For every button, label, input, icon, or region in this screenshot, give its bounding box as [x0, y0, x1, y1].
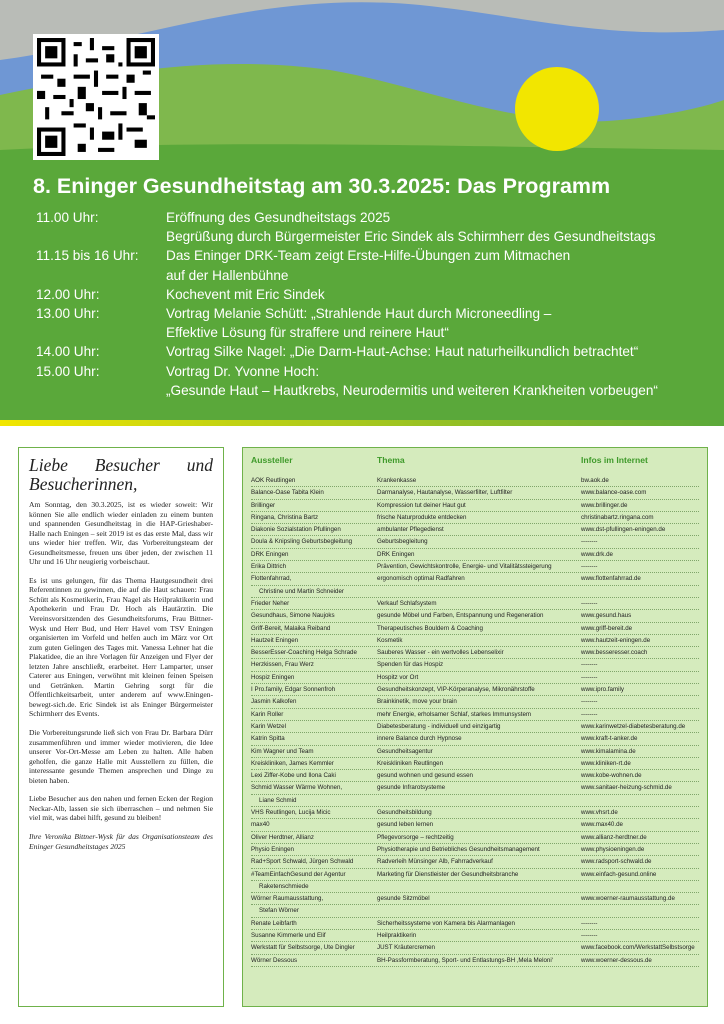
exhibitor-name: AOK Reutlingen — [251, 477, 296, 484]
exhibitor-website[interactable]: www.kimalamina.de — [581, 747, 636, 755]
exhibitor-name: Werkstatt für Selbstsorge, Ute Dingler — [251, 944, 355, 952]
exhibitor-name: Rad+Sport Schwald, Jürgen Schwald — [251, 858, 354, 866]
exhibitor-website[interactable]: www.woerner-dessous.de — [581, 956, 652, 964]
exhibitor-topic: ambulanter Pflegedienst — [377, 526, 444, 534]
table-row — [251, 758, 699, 770]
exhibitor-name: Hautzeit Eningen — [251, 636, 299, 644]
exhibitor-topic: Darmanalyse, Hautanalyse, Wasserfilter, Luftfilter — [377, 489, 513, 497]
exhibitor-name: Diakonie Sozialstation Pfullingen — [251, 526, 341, 534]
exhibitor-topic — [377, 881, 581, 892]
table-row — [251, 512, 699, 524]
table-row — [251, 635, 699, 647]
exhibitor-name: VHS Reutlingen, Lucija Micic — [251, 809, 331, 817]
schedule-time — [36, 227, 166, 246]
exhibitor-topic: Pflegevorsorge – rechtzeitig — [377, 833, 454, 841]
exhibitor-topic: Spenden für das Hospiz — [377, 661, 444, 669]
table-row — [251, 672, 699, 684]
exhibitor-name: Hospiz Eningen — [251, 673, 295, 681]
exhibitor-website[interactable]: www.karinwetzel-diabetesberatung.de — [581, 722, 686, 730]
exhibitor-topic: gesunde Möbel und Farben, Entspannung und Regeneration — [377, 612, 544, 620]
table-row — [251, 475, 699, 487]
exhibitor-website — [581, 881, 699, 892]
exhibitor-name: #TeamEinfachGesund der Agentur — [251, 870, 346, 878]
exhibitor-topic: Therapeutisches Bouldern & Coaching — [377, 624, 483, 632]
exhibitor-name: I Pro.family, Edgar Sonnenfroh — [251, 686, 336, 694]
exhibitor-name: Kim Wagner und Team — [251, 747, 314, 755]
exhibitor-name: Schmid Wasser Wärme Wohnen, — [251, 784, 343, 792]
schedule-row — [36, 362, 706, 381]
exhibitor-website[interactable]: www.sanitaer-heizung-schmid.de — [581, 784, 672, 792]
header-topic: Thema — [377, 455, 405, 465]
table-row — [251, 524, 699, 536]
exhibitor-name: Gesundhaus, Simone Naujoks — [251, 612, 335, 620]
schedule-time: 11.00 Uhr: — [36, 210, 99, 225]
exhibitor-topic: BH-Passformberatung, Sport- und Entlastungs-BH ‚Mela Meloni‘ — [377, 956, 554, 964]
exhibitor-name: Erika Dittrich — [251, 563, 287, 571]
table-row — [251, 905, 699, 917]
table-row — [251, 807, 699, 819]
table-row — [251, 782, 699, 794]
exhibitor-topic: gesunde Sitzmöbel — [377, 895, 430, 903]
exhibitor-name: Herzkissen, Frau Werz — [251, 661, 314, 669]
exhibitor-website: -------- — [581, 538, 598, 546]
exhibitor-topic: innere Balance durch Hypnose — [377, 735, 462, 743]
exhibitor-topic: Sauberes Wasser - ein wertvolles Lebenselixir — [377, 649, 504, 657]
letter-paragraph: Die Vorbereitungsrunde ließ sich von Frau Dr. Barbara Dürr zusammenführen und immer wieder motivieren, die Idee unserer Vor-Ort-Messe am Leben zu halten. Alle haben geholfen, die ganze Halle mit Ausstellern zu füllen, die interessante gesunde Themen ansprechen und Dinge zu bieten haben. — [29, 728, 213, 785]
schedule-time: 11.15 bis 16 Uhr: — [36, 248, 139, 264]
exhibitor-website[interactable]: www.gesund.haus — [581, 612, 632, 620]
exhibitor-topic: Gesundheitsbildung — [377, 809, 432, 817]
schedule-description: Vortrag Melanie Schütt: „Strahlende Haut durch Microneedling – — [166, 306, 552, 322]
schedule-row — [36, 323, 706, 342]
exhibitor-topic: Kreiskliniken Reutlingen — [377, 759, 444, 767]
letter-heading-line2: Besucherinnen, — [29, 474, 138, 494]
exhibitor-name: Brillinger — [251, 501, 276, 509]
table-row — [251, 955, 699, 967]
table-row — [251, 610, 699, 622]
exhibitor-website[interactable]: www.brillinger.de — [581, 501, 628, 509]
exhibitor-website: -------- — [581, 710, 598, 718]
exhibitor-topic — [377, 795, 581, 806]
exhibitor-table — [242, 447, 708, 1007]
table-row — [251, 573, 699, 585]
schedule-description: auf der Hallenbühne — [166, 267, 289, 283]
exhibitor-topic: mehr Energie, erholsamer Schlaf, starkes Immunsystem — [377, 710, 532, 718]
exhibitor-name: Ringana, Christina Bartz — [251, 513, 319, 521]
schedule-description: Das Eninger DRK-Team zeigt Erste-Hilfe-Übungen zum Mitmachen — [166, 248, 571, 264]
schedule-row — [36, 266, 706, 285]
exhibitor-website — [581, 795, 699, 806]
table-row — [251, 918, 699, 930]
schedule-time: 15.00 Uhr: — [36, 363, 100, 379]
exhibitor-topic: Physiotherapie und Betriebliches Gesundheitsmanagement — [377, 845, 540, 853]
schedule-time: 13.00 Uhr: — [36, 306, 100, 322]
letter-heading-line1: Liebe Besucher und — [29, 455, 213, 475]
table-row — [251, 856, 699, 868]
exhibitor-website: -------- — [581, 661, 598, 669]
table-row — [251, 869, 699, 881]
exhibitor-website[interactable]: www.einfach-gesund.online — [581, 870, 657, 878]
schedule-row — [36, 246, 706, 265]
exhibitor-website — [581, 905, 699, 916]
exhibitor-name: Christine und Martin Schneider — [259, 587, 344, 595]
schedule-time — [36, 266, 166, 285]
exhibitor-topic: Geburtsbegleitung — [377, 538, 428, 546]
exhibitor-name: Renate Leibfarth — [251, 919, 297, 927]
schedule-description: Begrüßung durch Bürgermeister Eric Sindek als Schirmherr des Gesundheitstags — [166, 229, 656, 245]
exhibitor-name: DRK Eningen — [251, 550, 289, 558]
letter-paragraph: Liebe Besucher aus den nahen und fernen Ecken der Region Neckar-Alb, lassen sie sich überraschen – und nehmen Sie viel mit, was dabei hilft, gesund zu bleiben! — [29, 794, 213, 823]
table-row — [251, 795, 699, 807]
exhibitor-name: Susanne Kimmerle und Elif — [251, 931, 326, 939]
header-exhibitor: Aussteller — [251, 455, 293, 465]
letter-paragraph: Am Sonntag, den 30.3.2025, ist es wieder soweit: Wir können Sie alle endlich wieder einladen zu einem bunten und spannenden Gesundheitstag in die HAP-Grieshaber-Halle nach Eningen – seit 2019 ist es das erste Mal, dass wir uns wieder hier treffen. Wir, das Vorbereitungsteam der Gesundheitsmesse, freuen uns über jeden, der zwischen 11 Uhr und 16 Uhr neugierig vorbeischaut. — [29, 500, 213, 567]
table-row — [251, 733, 699, 745]
exhibitor-website[interactable]: www.vhsrt.de — [581, 809, 618, 817]
exhibitor-topic: Kosmetik — [377, 636, 403, 644]
schedule-description: Kochevent mit Eric Sindek — [166, 286, 325, 302]
exhibitor-website: -------- — [581, 673, 598, 681]
exhibitor-topic: Kompression tut deiner Haut gut — [377, 501, 466, 509]
exhibitor-website[interactable]: www.hautzeit-eningen.de — [581, 636, 651, 644]
table-row — [251, 561, 699, 573]
schedule-row — [36, 381, 706, 400]
exhibitor-website[interactable]: www.allianz-herdtner.de — [581, 833, 647, 841]
schedule-row — [36, 227, 706, 246]
exhibitor-name: Karin Roller — [251, 710, 284, 718]
exhibitor-website[interactable]: bw.aok.de — [581, 477, 609, 484]
table-row — [251, 696, 699, 708]
exhibitor-topic: Gesundheitskonzept, VIP-Körperanalyse, Mikronährstoffe — [377, 686, 535, 694]
exhibitor-name: Doula & Knipsling Geburtsbegleitung — [251, 538, 353, 546]
exhibitor-website[interactable]: www.radsport-schwald.de — [581, 858, 652, 866]
exhibitor-topic: ergonomisch optimal Radfahren — [377, 575, 465, 583]
letter-signature: Ihre Veronika Bittner-Wysk für das Organisationsteam des Eninger Gesundheitstages 2025 — [29, 831, 213, 851]
table-row — [251, 844, 699, 856]
exhibitor-name: Oliver Herdtner, Allianz — [251, 833, 314, 841]
welcome-letter — [18, 447, 224, 1007]
exhibitor-name: Wörner Raumausstattung, — [251, 895, 324, 903]
table-row — [251, 770, 699, 782]
exhibitor-website — [581, 586, 699, 597]
exhibitor-name: Wörner Dessous — [251, 956, 298, 964]
schedule-description: Eröffnung des Gesundheitstags 2025 — [166, 210, 391, 225]
divider-stripe — [0, 420, 724, 426]
exhibitor-name: Frieder Neher — [251, 599, 290, 607]
table-row — [251, 746, 699, 758]
table-row — [251, 647, 699, 659]
exhibitor-topic — [377, 586, 581, 597]
schedule-description: Effektive Lösung für straffere und reinere Haut“ — [166, 325, 449, 341]
table-row — [251, 487, 699, 499]
schedule-row — [36, 285, 706, 304]
exhibitor-name: Lexi Ziffer-Kobe und Ilona Caki — [251, 772, 336, 780]
exhibitor-website[interactable]: www.kraft-t-anker.de — [581, 735, 638, 743]
exhibitor-topic: Gesundheitsagentur — [377, 747, 433, 755]
table-row — [251, 623, 699, 635]
table-row — [251, 549, 699, 561]
exhibitor-topic: Brainkinetik, move your brain — [377, 698, 457, 706]
exhibitor-website[interactable]: www.ipro.family — [581, 686, 624, 694]
exhibitor-name: Physio Eningen — [251, 845, 294, 853]
exhibitor-table-body — [251, 475, 699, 967]
table-row — [251, 832, 699, 844]
schedule-description: „Gesunde Haut – Hautkrebs, Neurodermitis und weiteren Krankheiten vorbeugen“ — [166, 382, 658, 398]
exhibitor-topic: Diabetesberatung - individuell und einzigartig — [377, 722, 501, 730]
exhibitor-website[interactable]: www.dst-pfullingen-eningen.de — [581, 526, 666, 534]
qr-code[interactable] — [33, 34, 159, 160]
table-row — [251, 819, 699, 831]
schedule-time: 14.00 Uhr: — [36, 344, 100, 360]
exhibitor-topic: gesund leben lernen — [377, 821, 434, 829]
exhibitor-website[interactable]: www.besseresser.coach — [581, 649, 648, 657]
hero-banner — [0, 0, 724, 420]
exhibitor-website[interactable]: www.max40.de — [581, 821, 623, 829]
exhibitor-topic: Marketing für Dienstleister der Gesundheitsbranche — [377, 870, 519, 878]
exhibitor-name: Flottenfahrrad, — [251, 575, 292, 583]
exhibitor-name: BesserEsser-Coaching Helga Schrade — [251, 649, 357, 657]
exhibitor-website[interactable]: www.flottenfahrrad.de — [581, 575, 641, 583]
exhibitor-name: Balance-Oase Tabita Klein — [251, 489, 324, 497]
letter-heading — [29, 456, 213, 494]
schedule-row — [36, 304, 706, 323]
exhibitor-topic: gesunde Infrarotsysteme — [377, 784, 446, 792]
header-web: Infos im Internet — [581, 455, 648, 465]
exhibitor-name: Liane Schmid — [259, 796, 297, 804]
schedule-description: Vortrag Dr. Yvonne Hoch: — [166, 363, 320, 379]
exhibitor-name: Karin Wetzel — [251, 722, 286, 730]
sun-graphic — [515, 67, 599, 151]
exhibitor-website[interactable]: www.griff-bereit.de — [581, 624, 633, 632]
exhibitor-website[interactable]: www.physioeningen.de — [581, 845, 645, 853]
table-row — [251, 536, 699, 548]
exhibitor-website: -------- — [581, 599, 598, 607]
table-row — [251, 586, 699, 598]
exhibitor-topic: gesund wohnen und gesund essen — [377, 772, 473, 780]
exhibitor-name: Griff-Bereit, Malaika Reiband — [251, 624, 331, 632]
exhibitor-topic: DRK Eningen — [377, 550, 415, 558]
exhibitor-topic: Radverleih Münsinger Alb, Fahrradverkauf — [377, 858, 493, 866]
exhibitor-topic — [377, 905, 581, 916]
exhibitor-name: Stefan Wörner — [259, 907, 299, 915]
table-row — [251, 893, 699, 905]
qr-code-icon — [37, 38, 155, 156]
table-row — [251, 881, 699, 893]
table-row — [251, 930, 699, 942]
exhibitor-topic: Verkauf Schlafsystem — [377, 599, 437, 607]
exhibitor-website: -------- — [581, 563, 598, 571]
exhibitor-topic: Sicherheitssysteme von Kamera bis Alarmanlagen — [377, 919, 515, 927]
exhibitor-website: -------- — [581, 919, 598, 927]
exhibitor-name: Katrin Spitta — [251, 735, 285, 743]
exhibitor-website[interactable]: www.kobe-wohnen.de — [581, 772, 642, 780]
exhibitor-website[interactable]: www.woerner-raumausstattung.de — [581, 895, 675, 903]
schedule-description: Vortrag Silke Nagel: „Die Darm-Haut-Achse: Haut naturheilkundlich betrachtet“ — [166, 344, 639, 360]
table-row — [251, 500, 699, 512]
exhibitor-topic: JUST Kräutercremen — [377, 944, 435, 952]
exhibitor-website[interactable]: www.drk.de — [581, 550, 613, 558]
exhibitor-website: -------- — [581, 931, 598, 939]
exhibitor-website[interactable]: www.kliniken-rt.de — [581, 759, 631, 767]
table-row — [251, 684, 699, 696]
table-row — [251, 709, 699, 721]
exhibitor-website[interactable]: christinabartz.ringana.com — [581, 513, 654, 521]
exhibitor-website: -------- — [581, 698, 598, 706]
schedule-time — [36, 381, 166, 400]
table-row — [251, 942, 699, 954]
schedule-time — [36, 323, 166, 342]
program-schedule — [36, 208, 706, 400]
schedule-row — [36, 208, 706, 227]
letter-paragraph: Es ist uns gelungen, für das Thema Hautgesundheit drei Referentinnen zu gewinnen, die auf die Haut schauen: Frau Schütt als Kosmetikerin, Frau Nagel als Heilpraktikerin und Apothekerin und Frau Dr. Hoch als Hautärztin. Die Vereinsvorsitzenden des Gesundheitsforums, Frau Bittner-Wysk und Herr Bud, und Herr Havel vom TSV Eningen organisierten im Vorfeld und helfen auch im März vor Ort zum guten Gelingen des Tages mit. Vanessa Lehner hat die Plakatidee, die an ihre Vorlagen für Anzeigen und Flyer der letzten Jahre anschließt, erarbeitet. Herr Lamparter, unser Caterer aus Eningen, verwöhnt mit kleinen feinen Speisen und Getränken. Martin Gehring sorgt für die Öffentlichkeitsarbeit, unter anderem auf www.Eningen-bewegt-sich.de. Eric Sindek ist als Eninger Bürgermeister Schirmherr des Events. — [29, 575, 213, 719]
table-row — [251, 598, 699, 610]
exhibitor-topic: Prävention, Gewichtskontrolle, Energie- und Vitalitätssteigerung — [377, 563, 552, 571]
exhibitor-topic: Heilpraktikerin — [377, 931, 417, 939]
table-row — [251, 659, 699, 671]
exhibitor-topic: frische Naturprodukte entdecken — [377, 513, 467, 521]
exhibitor-name: Kreiskliniken, James Kemmler — [251, 759, 334, 767]
table-row — [251, 721, 699, 733]
exhibitor-website[interactable]: www.balance-oase.com — [581, 489, 647, 497]
exhibitor-topic: Hospitz vor Ort — [377, 673, 419, 681]
exhibitor-topic: Krankenkasse — [377, 477, 417, 484]
exhibitor-name: Raketenschmiede — [259, 882, 309, 890]
schedule-time: 12.00 Uhr: — [36, 286, 100, 302]
exhibitor-website[interactable]: www.facebook.com/WerkstattSelbstsorge — [581, 944, 695, 952]
exhibitor-name: Jasmin Kalkofen — [251, 698, 297, 706]
program-title: 8. Eninger Gesundheitstag am 30.3.2025: Das Programm — [33, 174, 611, 198]
exhibitor-name: max40 — [251, 821, 270, 829]
exhibitor-table-header — [251, 455, 699, 475]
schedule-row — [36, 342, 706, 361]
